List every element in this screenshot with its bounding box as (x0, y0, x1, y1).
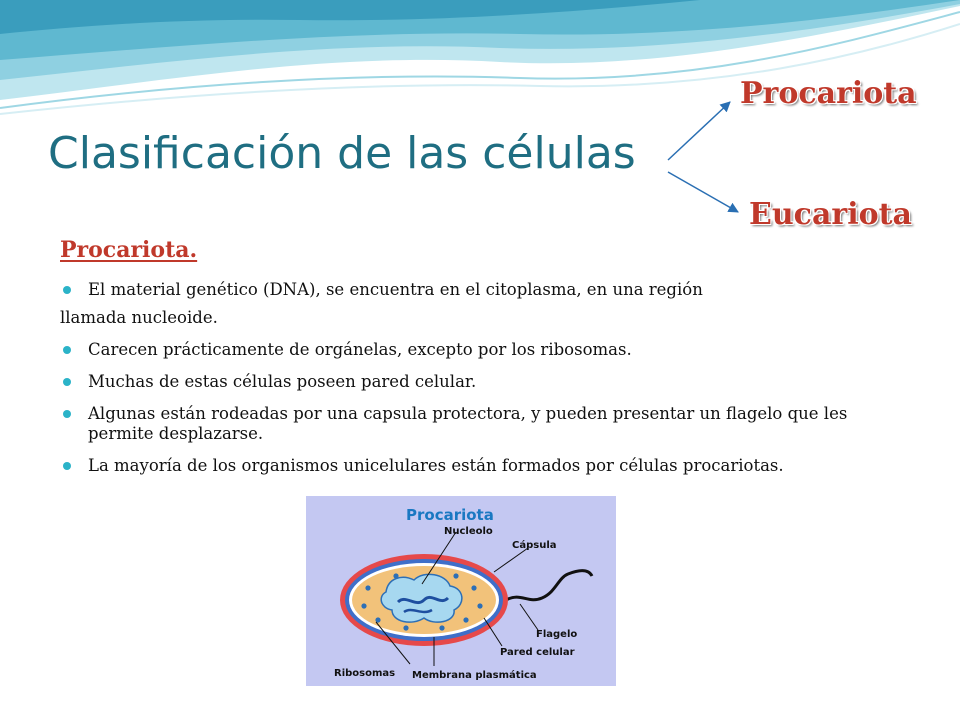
label-membrana: Membrana plasmática (412, 670, 537, 681)
ribosome-dot (471, 585, 476, 590)
ribosome-dot (403, 625, 408, 630)
ribosome-dot (463, 617, 468, 622)
bullet-item (60, 372, 910, 392)
label-pared-celular: Pared celular (500, 647, 575, 658)
bullet-text: Carecen prácticamente de orgánelas, excepto por los ribosomas. (88, 340, 632, 359)
ribosome-dot (477, 603, 482, 608)
ribosome-dot (393, 573, 398, 578)
flagellum (506, 571, 592, 601)
bullet-text: Muchas de estas células poseen pared celular. (88, 372, 477, 391)
class-label-eucariota: Eucariota (749, 197, 912, 232)
bullet-continuation (60, 308, 910, 328)
bullet-text: La mayoría de los organismos unicelulares están formados por células procariotas. (88, 456, 784, 475)
class-label-procariota: Procariota (740, 76, 917, 111)
bullet-text: El material genético (DNA), se encuentra en el citoplasma, en una región (88, 280, 703, 299)
bullet-text: llamada nucleoide. (60, 308, 218, 327)
ribosome-dot (365, 585, 370, 590)
bullet-item (60, 456, 848, 476)
bullet-item (60, 280, 910, 300)
arrow-to-eucariota (668, 172, 738, 212)
slide-title: Clasificación de las células (48, 128, 636, 179)
ribosome-dot (361, 603, 366, 608)
label-flagelo: Flagelo (536, 629, 578, 640)
ribosome-dot (439, 625, 444, 630)
prokaryote-diagram (306, 496, 616, 686)
bullet-item (60, 340, 910, 360)
bullet-text: Algunas están rodeadas por una capsula protectora, y pueden presentar un flagelo que les permite desplazarse. (88, 404, 848, 443)
section-heading: Procariota. (60, 237, 198, 263)
arrow-to-procariota (668, 102, 730, 160)
bullet-item (60, 404, 868, 444)
ribosome-dot (453, 573, 458, 578)
label-capsula: Cápsula (512, 540, 557, 551)
bullet-list (60, 280, 910, 476)
label-ribosomas: Ribosomas (334, 668, 396, 679)
ribosome-dot (375, 617, 380, 622)
label-nucleolo: Nucleolo (444, 526, 493, 537)
diagram-title: Procariota (406, 506, 494, 524)
